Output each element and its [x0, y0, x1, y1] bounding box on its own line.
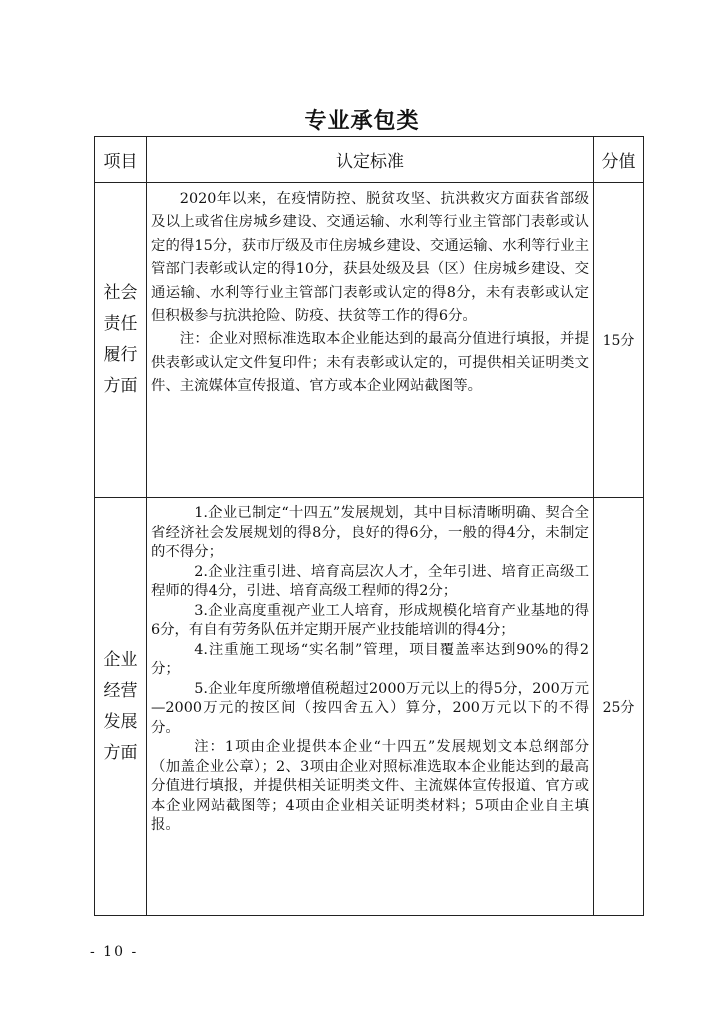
- row-item-cell: [95, 183, 147, 498]
- criteria-paragraph: 1.企业已制定“十四五”发展规划，其中目标清晰明确、契合全省经济社会发展规划的得8分，良好的得6分，一般的得4分，未制定的不得分；: [151, 505, 589, 560]
- criteria-paragraph: 5.企业年度所缴增值税超过2000万元以上的得5分，200万元—2000万元的按区间（按四舍五入）算分，200万元以下的不得分。: [151, 680, 589, 736]
- row-score-cell: 15分: [594, 183, 644, 498]
- criteria-paragraph: 4.注重施工现场“实名制”管理，项目覆盖率达到90%的得2分；: [151, 641, 589, 677]
- page-number: - 10 -: [90, 944, 139, 960]
- row-item-label: 履行: [103, 345, 138, 365]
- row-item-label: 方面: [103, 376, 138, 396]
- criteria-paragraph: 2.企业注重引进、培育高层次人才，全年引进、培育正高级工程师的得4分，引进、培育高级工程师的得2分；: [151, 563, 589, 599]
- row-item-label: 方面: [103, 742, 138, 763]
- header-criteria: 认定标准: [147, 137, 594, 183]
- criteria-paragraph: 3.企业高度重视产业工人培育，形成规模化培育产业基地的得6分，有自有劳务队伍并定期开展产业技能培训的得4分；: [151, 602, 589, 638]
- row-item-label: 发展: [103, 711, 138, 732]
- page-title: 专业承包类: [304, 108, 420, 134]
- row-item-label: 企业: [103, 649, 138, 670]
- row-item-cell: [95, 498, 147, 916]
- table-row-business-development: [95, 498, 644, 916]
- row-criteria-cell: [147, 498, 594, 916]
- criteria-paragraph: 2020年以来，在疫情防控、脱贫攻坚、抗洪救灾方面获省部级及以上或省住房城乡建设、交通运输、水利等行业主管部门表彰或认定的得15分，获市厅级及市住房城乡建设、交通运输、水利等行业主管部门表彰或认定的得10分，获县处级及县（区）住房城乡建设、交通运输、水利等行业主管部门表彰或认定的得8分，未有表彰或认定但积极参与抗洪抢险、防疫、扶贫等工作的得6分。: [151, 191, 589, 325]
- row-item-label: 经营: [103, 680, 138, 701]
- row-criteria-cell: [147, 183, 594, 498]
- row-item-label: 责任: [103, 314, 138, 334]
- table-row-social-responsibility: [95, 183, 644, 498]
- table-header-row: [95, 137, 644, 183]
- criteria-note: 注：企业对照标准选取本企业能达到的最高分值进行填报，并提供表彰或认定文件复印件；未有表彰或认定的，可提供相关证明类文件、主流媒体宣传报道、官方或本企业网站截图等。: [151, 331, 589, 395]
- header-item: 项目: [95, 137, 147, 183]
- header-score: 分值: [594, 137, 644, 183]
- row-score-cell: 25分: [594, 498, 644, 916]
- criteria-note: 注：1项由企业提供本企业“十四五”发展规划文本总纲部分（加盖企业公章）；2、3项由企业对照标准选取本企业能达到的最高分值进行填报，并提供相关证明类文件、主流媒体宣传报道、官方或本企业网站截图等；4项由企业相关证明类材料；5项由企业自主填报。: [151, 739, 589, 833]
- scoring-table: [94, 136, 644, 916]
- row-item-label: 社会: [103, 283, 138, 303]
